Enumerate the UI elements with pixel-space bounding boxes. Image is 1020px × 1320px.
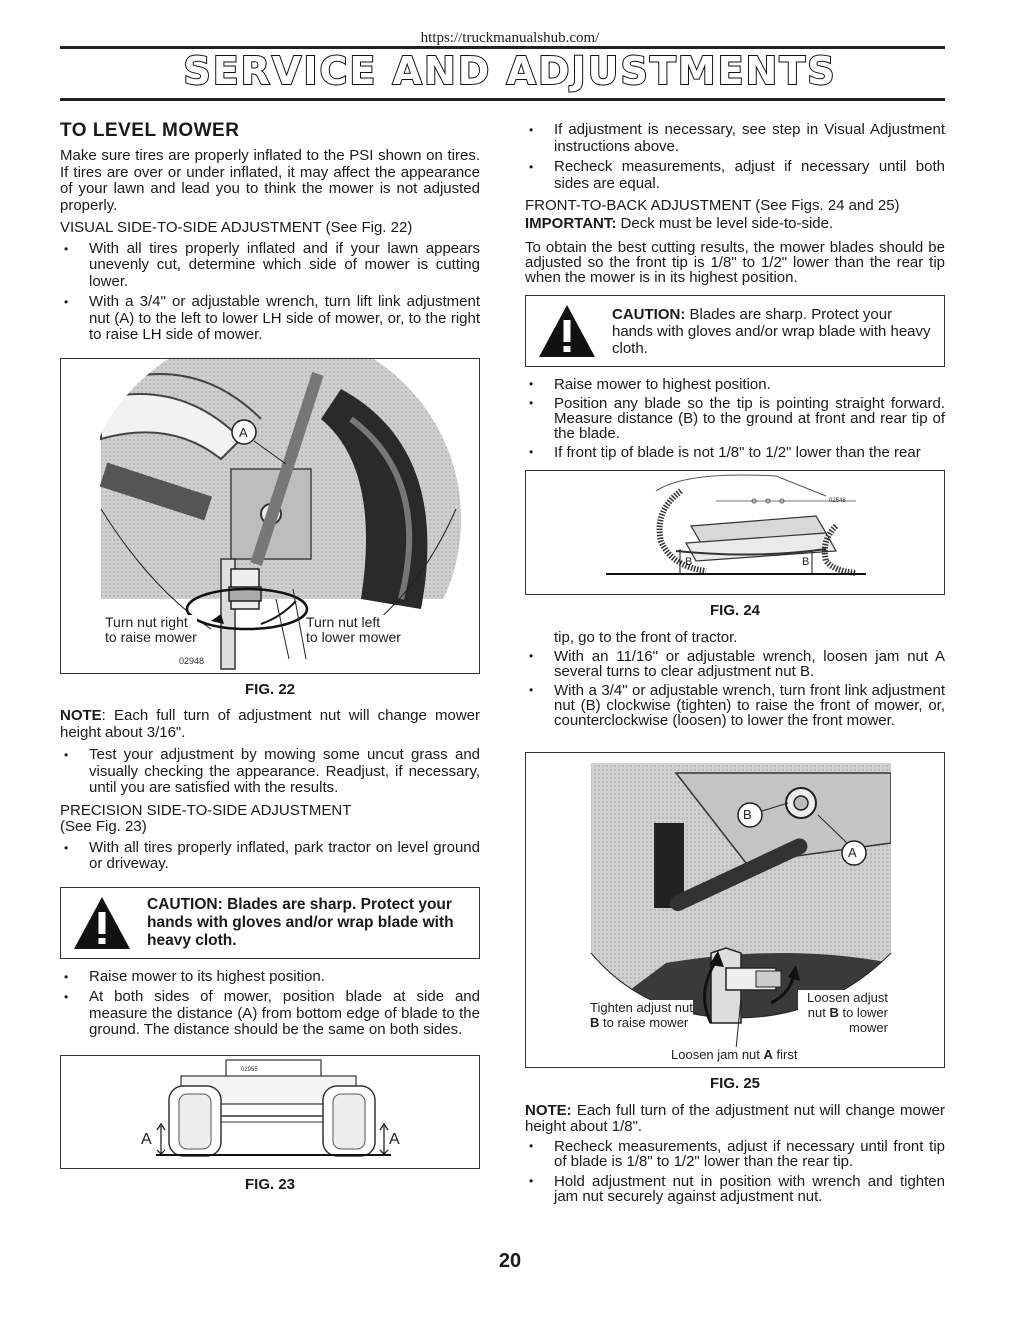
fig23-label-a-right: A <box>389 1130 400 1148</box>
fig24-label-b-rear: B <box>802 556 810 568</box>
list-item: • At both sides of mower, position blade at side and measure the distance (A) from bottom edge of blade to the ground. The distance should be the same on both sides. <box>60 989 480 1039</box>
caution-text: CAUTION: Blades are sharp. Protect your hands with gloves and/or wrap blade with heavy cloth. <box>147 895 454 949</box>
loosen-line-2: to lower <box>838 1005 888 1020</box>
recheck-list <box>525 122 945 192</box>
fig25-label-b: B <box>743 807 752 822</box>
note-text: : Each full turn of adjustment nut will change mower height about 3/16". <box>60 707 480 741</box>
caution-box-right <box>525 295 945 367</box>
precision-heading: PRECISION SIDE-TO-SIDE ADJUSTMENT <box>60 801 352 819</box>
page-number: 20 <box>498 1250 522 1272</box>
fig22-code: 02948 <box>179 655 205 666</box>
fig23-label-a-left: A <box>141 1130 152 1148</box>
note-label: NOTE: <box>525 1101 572 1119</box>
note-25 <box>525 1103 945 1136</box>
fig25-tighten-label <box>590 1000 693 1030</box>
visual-adjust-list <box>60 241 480 344</box>
warning-triangle-icon <box>536 302 598 360</box>
fig22-caption: FIG. 22 <box>244 680 296 698</box>
fig25-jam-label <box>671 1047 797 1062</box>
loosen-line-1: Loosen adjust <box>807 990 888 1005</box>
caution-body: Blades are sharp. Protect your hands with gloves and/or wrap blade with heavy cloth. <box>612 305 931 357</box>
fig23-caption: FIG. 23 <box>244 1175 296 1193</box>
fig24-label-b-front: B <box>685 556 693 568</box>
figure-24 <box>525 470 945 595</box>
list-item: • With all tires properly inflated and if your lawn appears unevenly cut, determine which side of mower is cutting lower. <box>60 241 480 291</box>
continued-text: tip, go to the front of tractor. <box>554 628 738 646</box>
list-item: • Recheck measurements, adjust if necessary until front tip of blade is 1/8" to 1/2" lower than the rear tip. <box>525 1139 945 1170</box>
ftb-heading: FRONT-TO-BACK ADJUSTMENT (See Figs. 24 and 25) <box>525 197 900 214</box>
figure-22 <box>60 358 480 674</box>
fig24-illustration <box>526 471 944 593</box>
list-item: • Hold adjustment nut in position with wrench and tighten jam nut securely against adjustment nut. <box>525 1174 945 1205</box>
list-item: • If adjustment is necessary, see step in Visual Adjustment instructions above. <box>525 122 945 155</box>
list-item: • Raise mower to its highest position. <box>60 969 480 986</box>
jam-a: A <box>763 1047 773 1062</box>
left-column <box>60 120 480 1203</box>
fig24-caption: FIG. 24 <box>709 602 761 619</box>
right-column <box>525 122 945 1211</box>
fig25-caption: FIG. 25 <box>709 1075 761 1092</box>
precision-subheading: (See Fig. 23) <box>60 818 147 835</box>
front-adjust-list <box>525 649 945 728</box>
fig24-code: 02548 <box>829 498 846 504</box>
caution-text <box>612 306 934 357</box>
precision-list <box>60 840 480 873</box>
tighten-b: B <box>590 1015 600 1030</box>
note-label: NOTE <box>60 707 102 724</box>
caution-box-left <box>60 887 480 959</box>
loosen-line-3: mower <box>848 1020 888 1035</box>
list-item: • Position any blade so the tip is pointing straight forward. Measure distance (B) to the ground at front and rear tip of the blade. <box>525 396 945 441</box>
important-label: IMPORTANT: <box>525 214 617 232</box>
visual-adjust-heading: VISUAL SIDE-TO-SIDE ADJUSTMENT (See Fig. 22) <box>60 219 413 236</box>
tighten-line-1: Tighten adjust nut <box>590 1000 693 1015</box>
figure-25 <box>525 752 945 1068</box>
list-item: • Test your adjustment by mowing some uncut grass and visually checking the appearance. Readjust, if necessary, until you are satisfied with the results. <box>60 747 480 797</box>
page-title: SERVICE AND ADJUSTMENTS <box>183 49 837 93</box>
important-note <box>525 216 945 233</box>
loosen-nut: nut <box>807 1005 830 1020</box>
list-item: • With a 3/4" or adjustable wrench, turn lift link adjustment nut (A) to the left to lower LH side of mower, or, to the right to raise LH side of mower. <box>60 294 480 344</box>
ftb-intro: To obtain the best cutting results, the mower blades should be adjusted so the front tip is 1/8" to 1/2" lower than the rear tip when the mower is in its highest position. <box>525 239 945 286</box>
note-22 <box>60 708 480 741</box>
caution-label: CAUTION: <box>612 305 686 323</box>
figure-23 <box>60 1055 480 1169</box>
list-item: • With all tires properly inflated, park tractor on level ground or driveway. <box>60 840 480 873</box>
section-heading: TO LEVEL MOWER <box>60 120 240 141</box>
measure-list <box>60 969 480 1039</box>
loosen-b: B <box>829 1005 839 1020</box>
list-item: • Raise mower to highest position. <box>525 377 945 392</box>
fig22-turn-right-label: Turn nut right to raise mower <box>105 613 197 645</box>
jam-line-pre: Loosen jam nut <box>671 1047 764 1062</box>
note-text: Each full turn of the adjustment nut will change mower height about 1/8". <box>525 1101 945 1135</box>
fig23-illustration <box>61 1056 479 1167</box>
test-list <box>60 747 480 797</box>
important-text: Deck must be level side-to-side. <box>616 214 834 232</box>
measure-list-right <box>525 377 945 460</box>
source-url[interactable]: https://truckmanualshub.com/ <box>420 30 600 46</box>
fig25-label-a: A <box>848 845 857 860</box>
fig25-loosen-label <box>798 990 888 1035</box>
final-list <box>525 1139 945 1205</box>
fig23-code: 02955 <box>241 1066 258 1073</box>
intro-paragraph: Make sure tires are properly inflated to the PSI shown on tires. If tires are over or under inflated, it may affect the appearance of your lawn and lead you to think the mower is not adjusted properly. <box>60 147 480 214</box>
fig22-turn-left-label: Turn nut left to lower mower <box>306 613 401 645</box>
list-item: • Recheck measurements, adjust if necessary until both sides are equal. <box>525 159 945 192</box>
list-item: • With a 3/4" or adjustable wrench, turn front link adjustment nut (B) clockwise (tighten) to raise the front of mower, or, counterclockwise (loosen) to lower the front mower. <box>525 683 945 728</box>
list-item: • If front tip of blade is not 1/8" to 1/2" lower than the rear <box>525 445 945 460</box>
jam-line-post: first <box>772 1047 798 1062</box>
warning-triangle-icon <box>71 894 133 952</box>
tighten-line-2: to raise mower <box>599 1015 689 1030</box>
title-bottom-rule <box>60 98 945 101</box>
fig22-label-a: A <box>239 424 248 440</box>
list-item: • With an 11/16" or adjustable wrench, loosen jam nut A several turns to clear adjustment nut B. <box>525 649 945 679</box>
